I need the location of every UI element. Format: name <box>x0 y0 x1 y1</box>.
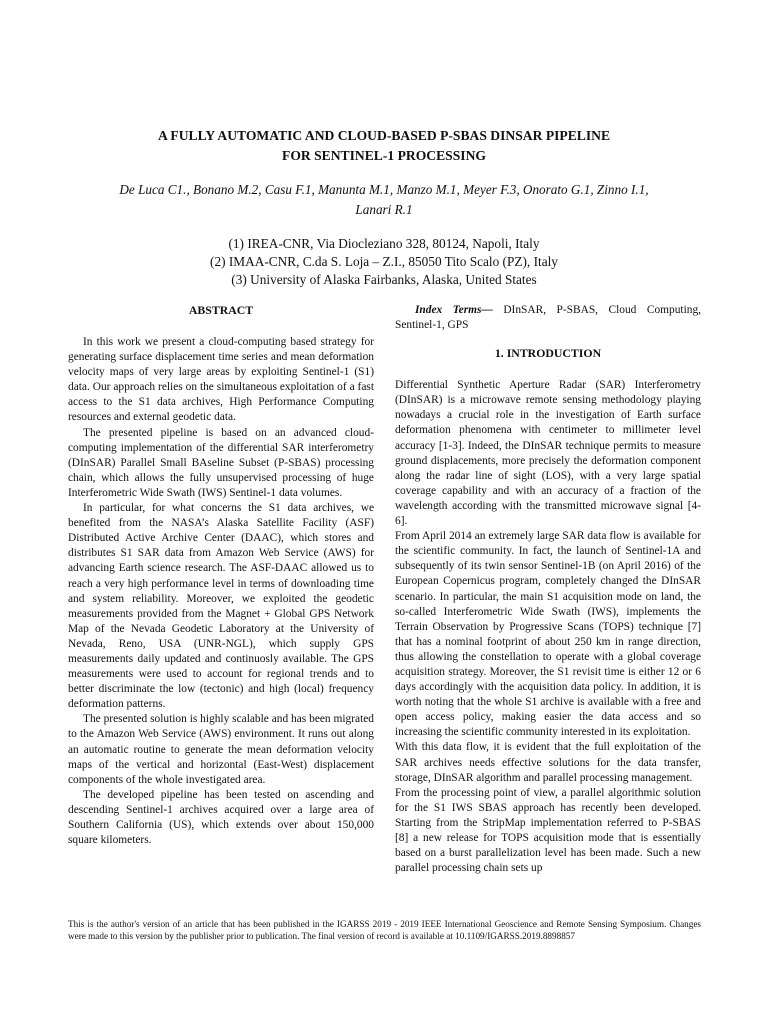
index-terms-text: DInSAR, P-SBAS, Cloud Computing, Sentinel-1, GPS <box>395 304 701 332</box>
abstract-paragraph: The presented pipeline is based on an advanced cloud-computing implementation of the differential SAR interferometry (DInSAR) Parallel Small BAseline Subset (P-SBAS) processing chain, which allows the fully unsupervised processing of huge Interferometric Wide Swath (IWS) Sentinel-1 data volumes. <box>68 426 374 499</box>
intro-paragraph: Differential Synthetic Aperture Radar (SAR) Interferometry (DInSAR) is a microwave remote sensing methodology playing nowadays a crucial role in the investigation of Earth surface deformation phenomena with centimeter to millimeter level accuracy [1-3]. Indeed, the DInSAR technique permits to measure ground displacements, more precisely the deformation component along the radar line of sight (LOS), with a very large spatial coverage capability and with an accuracy of a fraction of the wavelength according with the transmitted microwave signal [4-6]. <box>395 379 701 528</box>
affiliation: (2) IMAA-CNR, C.da S. Loja – Z.I., 85050 Tito Scalo (PZ), Italy <box>210 254 558 269</box>
index-terms-label: Index Terms— <box>415 304 493 316</box>
affiliation: (3) University of Alaska Fairbanks, Alaska, United States <box>231 272 537 287</box>
publication-footnote: This is the author's version of an article that has been published in the IGARSS 2019 - 2019 IEEE International Geoscience and Remote Sensing Symposium. Changes were made to this version by the publisher prior to publication. The final version of record is available at 10.1109/IGARSS.2019.8898857 <box>68 919 701 941</box>
index-terms <box>395 303 701 333</box>
intro-paragraph: From the processing point of view, a parallel algorithmic solution for the S1 IWS SBAS approach has recently been developed. Starting from the StripMap implementation referred to P-SBAS [8] a new release for TOPS acquisition mode that is essentially based on a burst parallelization level has been made. Such a new parallel processing chain sets up <box>395 786 701 875</box>
intro-paragraph: From April 2014 an extremely large SAR data flow is available for the scientific community. In fact, the launch of Sentinel-1A and subsequently of its twin sensor Sentinel-1B (on April 2016) of the European Copernicus program, completely changed the DInSAR scenario. In particular, the main S1 acquisition mode on land, the so-called Interferometric Wide Swath (IWS), implements the Terrain Observation by Progressive Scans (TOPS) technique [7] that has a nominal footprint of about 250 km in range direction, thus allowing the constellation to operate with a global coverage acquisition strategy. Moreover, the S1 revisit time is either 12 or 6 days accordingly with the acquisition data policy. In addition, it is worth noting that the whole S1 archive is available with a free and open access policy, making easier the data access and so increasing the scientific community interested in its exploitation. <box>395 530 701 739</box>
abstract-paragraph: The developed pipeline has been tested on ascending and descending Sentinel-1 archives acquired over a large area of Southern California (US), which extends over about 150,000 square kilometers. <box>68 788 374 847</box>
introduction-heading: 1. INTRODUCTION <box>494 346 602 361</box>
title-line: FOR SENTINEL-1 PROCESSING <box>282 148 486 163</box>
title-line: A FULLY AUTOMATIC AND CLOUD-BASED P-SBAS DINSAR PIPELINE <box>157 128 611 143</box>
authors-line: De Luca C1., Bonano M.2, Casu F.1, Manunta M.1, Manzo M.1, Meyer F.3, Onorato G.1, Zinno I.1, <box>119 182 649 197</box>
affiliation: (1) IREA-CNR, Via Diocleziano 328, 80124, Napoli, Italy <box>228 236 540 251</box>
right-column <box>395 303 701 876</box>
paper-title <box>0 126 768 166</box>
abstract-heading: ABSTRACT <box>188 303 254 317</box>
author-list <box>78 180 690 220</box>
intro-paragraph: With this data flow, it is evident that the full exploitation of the SAR archives needs effective solutions for the data transfer, storage, DInSAR algorithm and parallel processing management. <box>395 741 701 784</box>
abstract-paragraph: The presented solution is highly scalable and has been migrated to the Amazon Web Service (AWS) environment. It runs out along an automatic routine to generate the mean deformation velocity maps of the vertical and horizontal (East-West) displacement components of the whole investigated area. <box>68 713 374 786</box>
affiliations <box>0 235 768 289</box>
abstract-paragraph: In this work we present a cloud-computing based strategy for generating surface displacement time series and mean deformation velocity maps of very large areas by exploiting Sentinel-1 (S1) data. Our approach relies on the simultaneous exploitation of a fast access to the S1 data archives, High Performance Computing resources and external geodetic data. <box>68 336 374 424</box>
left-column <box>68 303 374 848</box>
authors-line: Lanari R.1 <box>355 202 413 217</box>
abstract-paragraph: In particular, for what concerns the S1 data archives, we benefited from the NASA’s Alaska Satellite Facility (ASF) Distributed Active Archive Center (DAAC), which stores and distributes S1 SAR data from Amazon Web Service (AWS) for advancing Earth science research. The ASF-DAAC allowed us to reach a very high performance level in terms of downloading time and system reliability. Moreover, we exploited the geodetic measurements provided from the Magnet + Global GPS Network Map of the Nevada Geodetic Laboratory at the University of Nevada, Reno, USA (UNR-NGL), which supply GPS measurements daily updated and continuosly available. The GPS measurements were used to account for regional trends and to better discriminate the low (tectonic) and high (local) frequency deformation patterns. <box>68 502 374 711</box>
